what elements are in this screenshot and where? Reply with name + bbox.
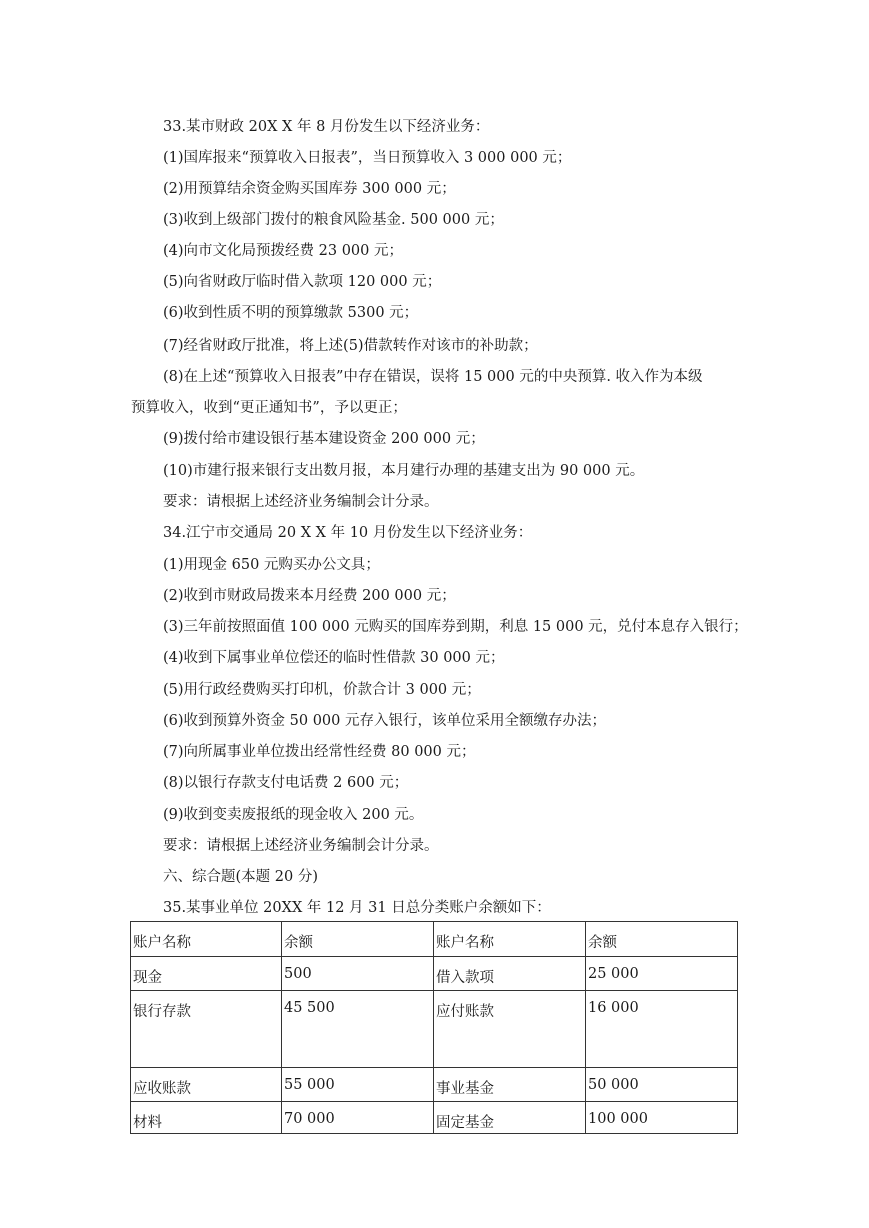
table-cell: 事业基金	[434, 1068, 586, 1102]
q33-item: (5)向省财政厅临时借入款项 120 000 元；	[163, 274, 442, 290]
table-cell: 应付账款	[434, 991, 586, 1068]
q34-item: (4)收到下属事业单位偿还的临时性借款 30 000 元；	[163, 650, 505, 666]
table-header-row	[131, 922, 738, 957]
q33-requirement: 要求：请根据上述经济业务编制会计分录。	[163, 494, 439, 510]
q33-item: (10)市建行报来银行支出数月报，本月建行办理的基建支出为 90 000 元。	[163, 463, 645, 479]
table-cell: 16 000	[586, 991, 738, 1068]
table-cell: 500	[282, 957, 434, 991]
q33-item: (2)用预算结余资金购买国库券 300 000 元；	[163, 181, 456, 197]
q33-item: (1)国库报来“预算收入日报表”，当日预算收入 3 000 000 元；	[163, 150, 572, 166]
table-cell: 借入款项	[434, 957, 586, 991]
q33-item-continuation: 预算收入，收到“更正通知书”，予以更正；	[131, 400, 407, 416]
q34-item: (9)收到变卖废报纸的现金收入 200 元。	[163, 807, 424, 823]
section-heading: 六、综合题(本题 20 分)	[163, 869, 318, 885]
table-cell: 50 000	[586, 1068, 738, 1102]
table-cell: 100 000	[586, 1102, 738, 1134]
q33-item: (7)经省财政厅批准，将上述(5)借款转作对该市的补助款；	[163, 338, 538, 354]
table-cell: 70 000	[282, 1102, 434, 1134]
q33-item: (8)在上述“预算收入日报表”中存在错误，误将 15 000 元的中央预算. 收入作为本级	[163, 369, 703, 385]
q34-item: (5)用行政经费购买打印机，价款合计 3 000 元；	[163, 682, 481, 698]
header-cell-account-name: 账户名称	[131, 922, 282, 957]
q33-item: (3)收到上级部门拨付的粮食风险基金. 500 000 元；	[163, 212, 504, 228]
q34-requirement: 要求：请根据上述经济业务编制会计分录。	[163, 838, 439, 854]
table-row	[131, 957, 738, 991]
q34-item: (1)用现金 650 元购买办公文具；	[163, 557, 380, 573]
q34-title: 34.江宁市交通局 20 X X 年 10 月份发生以下经济业务：	[163, 525, 533, 541]
table-cell: 45 500	[282, 991, 434, 1068]
table-cell: 现金	[131, 957, 282, 991]
q33-title: 33.某市财政 20X X 年 8 月份发生以下经济业务：	[163, 119, 490, 135]
table-cell: 银行存款	[131, 991, 282, 1068]
table-row	[131, 1102, 738, 1134]
q33-item: (9)拨付给市建设银行基本建设资金 200 000 元；	[163, 431, 485, 447]
header-cell-balance: 余额	[282, 922, 434, 957]
table-cell: 固定基金	[434, 1102, 586, 1134]
q34-item: (3)三年前按照面值 100 000 元购买的国库券到期，利息 15 000 元，兑付本息存入银行；	[163, 619, 748, 635]
table-cell: 25 000	[586, 957, 738, 991]
q33-item: (6)收到性质不明的预算缴款 5300 元；	[163, 305, 419, 321]
q34-item: (8)以银行存款支付电话费 2 600 元；	[163, 775, 409, 791]
table-row	[131, 1068, 738, 1102]
q34-item: (7)向所属事业单位拨出经常性经费 80 000 元；	[163, 744, 476, 760]
table-cell: 材料	[131, 1102, 282, 1134]
header-cell-balance: 余额	[586, 922, 738, 957]
q34-item: (6)收到预算外资金 50 000 元存入银行，该单位采用全额缴存办法；	[163, 713, 606, 729]
account-balance-table	[130, 921, 738, 1134]
q33-item: (4)向市文化局预拨经费 23 000 元；	[163, 243, 403, 259]
q35-title: 35.某事业单位 20XX 年 12 月 31 日总分类账户余额如下：	[163, 900, 551, 916]
table-cell: 55 000	[282, 1068, 434, 1102]
table-cell: 应收账款	[131, 1068, 282, 1102]
table-row	[131, 991, 738, 1068]
header-cell-account-name: 账户名称	[434, 922, 586, 957]
q34-item: (2)收到市财政局拨来本月经费 200 000 元；	[163, 588, 456, 604]
